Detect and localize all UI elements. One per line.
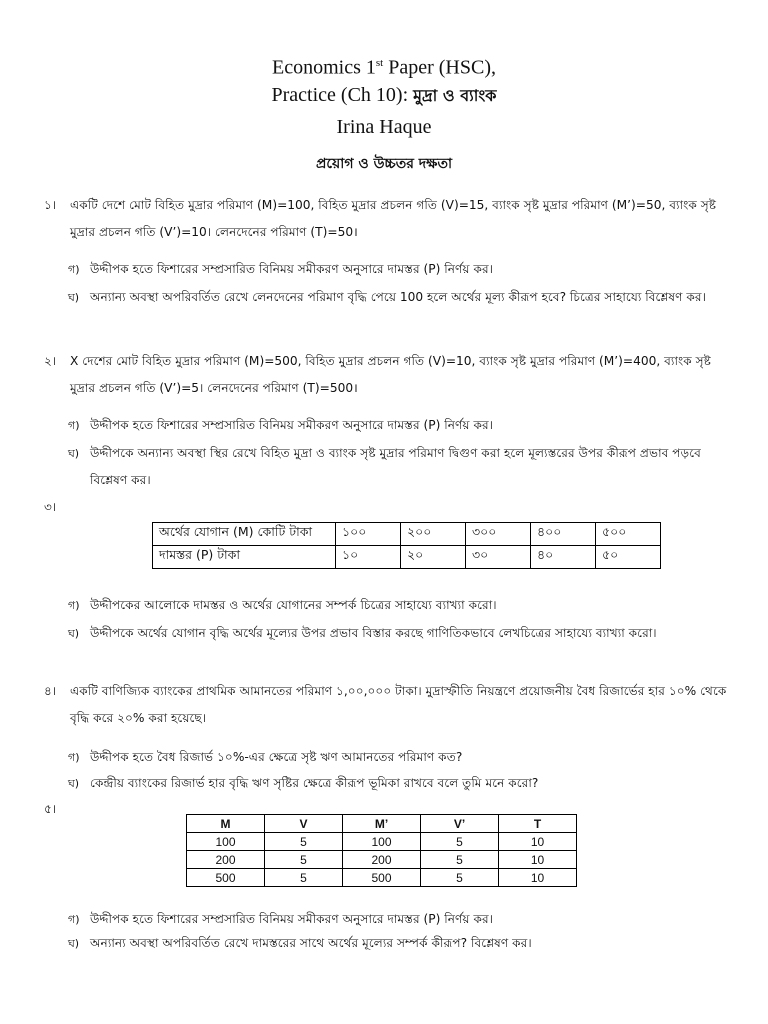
part-text: উদ্দীপক হতে ফিশারের সম্প্রসারিত বিনিময় সমীকরণ অনুসারে দামস্তর (P) নির্ণয় কর। xyxy=(90,418,494,432)
doc-subtitle xyxy=(0,78,768,113)
subtitle-english: Practice (Ch 10): xyxy=(271,84,414,106)
table-header-cell: M xyxy=(187,815,265,833)
question-1-part-ga xyxy=(68,256,728,283)
part-text: উদ্দীপকে অর্থের যোগান বৃদ্ধি অর্থের মূল্যের উপর প্রভাব বিস্তার করছে গাণিতিকভাবে লেখচিত্রের সাহায্যে ব্যাখ্যা করো। xyxy=(90,626,657,640)
table-cell: ৩০ xyxy=(466,546,531,569)
question-3-part-ga xyxy=(68,592,728,619)
table-cell: 10 xyxy=(499,869,577,887)
title-superscript: st xyxy=(375,57,384,69)
part-text: অন্যান্য অবস্থা অপরিবর্তিত রেখে লেনদেনের পরিমাণ বৃদ্ধি পেয়ে 100 হলে অর্থের মূল্য কীরূপ হবে? চিত্রের সাহায্যে বিশ্লেষণ কর। xyxy=(90,290,706,304)
table-cell: দামস্তর (P) টাকা xyxy=(153,546,336,569)
question-2 xyxy=(44,348,734,402)
question-number: ১। xyxy=(44,198,57,212)
part-text: কেন্দ্রীয় ব্যাংকের রিজার্ভ হার বৃদ্ধি ঋণ সৃষ্টির ক্ষেত্রে কীরূপ ভূমিকা রাখবে বলে তুমি মনে করো? xyxy=(90,776,539,790)
title-text: Economics 1 xyxy=(272,56,376,79)
table-row xyxy=(187,869,577,887)
table-cell: ১০ xyxy=(336,546,401,569)
table-cell: 200 xyxy=(187,851,265,869)
table-header-cell: T xyxy=(499,815,577,833)
table-cell: 10 xyxy=(499,833,577,851)
question-2-part-gha xyxy=(68,440,728,494)
question-5-part-ga xyxy=(68,906,728,933)
table-cell: 500 xyxy=(343,869,421,887)
table-cell: ৫০০ xyxy=(596,523,661,546)
part-label: ঘ) xyxy=(68,447,80,460)
table-cell: 5 xyxy=(421,833,499,851)
part-label: গ) xyxy=(68,419,80,432)
part-label: ঘ) xyxy=(68,937,80,950)
part-text: উদ্দীপকের আলোকে দামস্তর ও অর্থের যোগানের সম্পর্ক চিত্রের সাহায্যে ব্যাখ্যা করো। xyxy=(90,598,497,612)
table-header-cell: V’ xyxy=(421,815,499,833)
table-cell: 100 xyxy=(187,833,265,851)
fisher-equation-table xyxy=(186,814,577,887)
question-stem: একটি বাণিজ্যিক ব্যাংকের প্রাথমিক আমানতের পরিমাণ ১,০০,০০০ টাকা। মুদ্রাস্ফীতি নিয়ন্ত্রণে প্রয়োজনীয় বৈধ রিজার্ভের হার ১০% থেকে বৃদ্ধি করে ২০% করা হয়েছে। xyxy=(70,684,727,725)
table-cell: 200 xyxy=(343,851,421,869)
table-header-cell: M’ xyxy=(343,815,421,833)
part-label: গ) xyxy=(68,263,80,276)
question-stem: একটি দেশে মোট বিহিত মুদ্রার পরিমাণ (M)=100, বিহিত মুদ্রার প্রচলন গতি (V)=15, ব্যাংক সৃষ্ট মুদ্রার পরিমাণ (M’)=50, ব্যাংক সৃষ্ট মুদ্রার প্রচলন গতি (V’)=10। লেনদেনের পরিমাণ (T)=50। xyxy=(70,198,717,239)
table-cell: ২০০ xyxy=(401,523,466,546)
table-row xyxy=(187,833,577,851)
table-cell: 5 xyxy=(421,851,499,869)
table-row xyxy=(187,851,577,869)
section-heading: প্রয়োগ ও উচ্চতর দক্ষতা xyxy=(315,156,453,172)
part-label: গ) xyxy=(68,751,80,764)
table-header-cell: V xyxy=(265,815,343,833)
table-cell: 500 xyxy=(187,869,265,887)
part-text: উদ্দীপক হতে ফিশারের সম্প্রসারিত বিনিময় সমীকরণ অনুসারে দামস্তর (P) নির্ণয় কর। xyxy=(90,262,494,276)
part-text: অন্যান্য অবস্থা অপরিবর্তিত রেখে দামস্তরের সাথে অর্থের মূল্যের সম্পর্ক কীরূপ? বিশ্লেষণ কর। xyxy=(90,936,532,950)
question-2-part-ga xyxy=(68,412,728,439)
table-row xyxy=(153,546,661,569)
table-cell: 5 xyxy=(265,851,343,869)
part-label: গ) xyxy=(68,913,80,926)
question-number: ৩। xyxy=(44,500,57,514)
question-4-part-ga xyxy=(68,744,728,771)
table-cell: ৫০ xyxy=(596,546,661,569)
part-label: ঘ) xyxy=(68,627,80,640)
question-1-part-gha xyxy=(68,284,728,311)
table-cell: 5 xyxy=(421,869,499,887)
part-text: উদ্দীপক হতে বৈধ রিজার্ভ ১০%-এর ক্ষেত্রে সৃষ্ট ঋণ আমানতের পরিমাণ কত? xyxy=(90,750,463,764)
question-number: ৪। xyxy=(44,684,57,698)
table-cell: ১০০ xyxy=(336,523,401,546)
question-number: ২। xyxy=(44,354,57,368)
table-cell: ২০ xyxy=(401,546,466,569)
table-row xyxy=(153,523,661,546)
part-label: গ) xyxy=(68,599,80,612)
table-cell: 100 xyxy=(343,833,421,851)
question-number: ৫। xyxy=(44,802,57,816)
question-4 xyxy=(44,678,734,732)
title-text-end: Paper (HSC), xyxy=(383,56,496,79)
part-text: উদ্দীপকে অন্যান্য অবস্থা স্থির রেখে বিহিত মুদ্রা ও ব্যাংক সৃষ্ট মুদ্রার পরিমাণ দ্বিগুণ করা হলে মূল্যস্তরের উপর কীরূপ প্রভাব পড়বে বিশ্লেষণ কর। xyxy=(90,446,701,487)
part-label: ঘ) xyxy=(68,291,80,304)
question-4-part-gha xyxy=(68,770,728,797)
part-label: ঘ) xyxy=(68,777,80,790)
money-price-table xyxy=(152,522,661,569)
table-cell: ৪০ xyxy=(531,546,596,569)
table-cell: 5 xyxy=(265,869,343,887)
table-cell: ৩০০ xyxy=(466,523,531,546)
part-text: উদ্দীপক হতে ফিশারের সম্প্রসারিত বিনিময় সমীকরণ অনুসারে দামস্তর (P) নির্ণয় কর। xyxy=(90,912,494,926)
table-cell: ৪০০ xyxy=(531,523,596,546)
table-cell: 5 xyxy=(265,833,343,851)
table-cell: 10 xyxy=(499,851,577,869)
question-5-part-gha xyxy=(68,930,728,957)
table-header-row xyxy=(187,815,577,833)
doc-author: Irina Haque xyxy=(336,116,432,138)
question-stem: X দেশের মোট বিহিত মুদ্রার পরিমাণ (M)=500, বিহিত মুদ্রার প্রচলন গতি (V)=10, ব্যাংক সৃষ্ট মুদ্রার পরিমাণ (M’)=400, ব্যাংক সৃষ্ট মুদ্রার প্রচলন গতি (V’)=5। লেনদেনের পরিমাণ (T)=500। xyxy=(70,354,711,395)
table-cell: অর্থের যোগান (M) কোটি টাকা xyxy=(153,523,336,546)
subtitle-bangla: মুদ্রা ও ব্যাংক xyxy=(413,86,497,105)
question-1 xyxy=(44,192,734,246)
question-3-part-gha xyxy=(68,620,728,647)
